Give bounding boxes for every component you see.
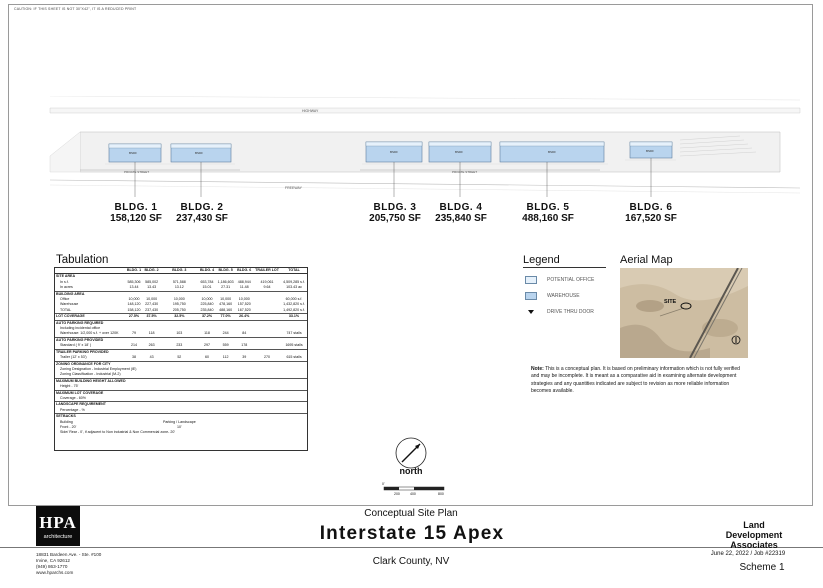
tabulation-cell: 167,520 [237,307,251,312]
tabulation-cell: 244 [222,331,229,336]
tabulation-header-cell: BLDG. 2 [144,268,159,272]
street-label-2: PRIVATE STREET [452,170,478,174]
tabulation-cell: AUTO PARKING REQUIRED [55,320,307,326]
tabulation-cell: 27.31 [221,285,231,290]
tabulation-cell: 653,784 [200,279,214,284]
scale-tick-3: 800 [438,492,444,496]
tabulation-cell: 38 [131,355,136,360]
highway-label: HIGHWAY [302,109,319,113]
tabulation-cell: 1,432,820 s.f. [283,302,305,307]
tabulation-cell: 26.4% [235,314,253,320]
building-1-tag: BSDF [129,151,138,155]
client-line-1: Land [743,520,765,530]
tabulation-cell: 10,000 [173,297,185,302]
tabulation-box [54,267,308,451]
aerial-map-title: Aerial Map [620,254,673,266]
tabulation-cell: 52 [177,355,182,360]
tabulation-cell: 77.0% [216,314,236,320]
tabulation-header-cell: BLDG. 3 [160,268,198,274]
tabulation-cell: 205,750 [172,307,186,312]
tabulation-cell: 103.43 ac [286,285,302,290]
tabulation-cell: 214 [130,343,137,348]
bldg-6-name: BLDG. 6 [629,202,673,213]
bldg-2-label [157,202,247,224]
tabulation-cell: ZONING ORDINANCE FOR CITY [55,361,307,367]
logo-subtext: architecture [43,534,73,540]
tabulation-header-cell: TRAILER LOT [253,268,281,274]
drive-thru-door-icon [525,308,537,316]
tabulation-cell: Standard ( 9' x 18' ) [60,343,92,348]
bldg-1-name: BLDG. 1 [114,202,158,213]
note-text: This is a conceptual plan. It is based on preliminary information which is not fully verified and may be incomplete. It is meant as a comparative aid in examining alternate development strategies and any quantities indicated are subject to revision as more reliable information becomes available. [531,366,740,395]
legend-item-office [525,276,594,284]
tabulation-cell: LOT COVERAGE [55,314,125,320]
tabulation-cell: BUILDING AREA [55,291,307,297]
building-2-tag: BSDF [195,151,204,155]
tabulation-cell: 27.5% [125,314,143,320]
tabulation-cell: 419,061 [260,279,274,284]
legend-office-label: POTENTIAL OFFICE [547,277,595,283]
tabulation-header-cell: BLDG. 1 [126,268,142,272]
tabulation-cell: AUTO PARKING PROVIDED [55,337,307,343]
tabulation-cell: TOTAL [60,307,72,312]
legend-item-warehouse [525,292,580,300]
tabulation-cell: LANDSCAPE REQUIREMENT [55,402,307,408]
client-name [722,520,786,550]
tabulation-cell: 10,000 [201,297,213,302]
tabulation-cell: Coverage - 60% [60,395,86,400]
tabulation-cell: 13.44 [129,285,139,290]
tabulation-cell: 1,186,603 [217,279,234,284]
bldg-6-label [606,202,696,224]
tabulation-cell: 178 [241,343,248,348]
tabulation-cell: 39 [242,355,247,360]
tabulation-cell: 13.12 [174,285,184,290]
tabulation-cell: Including incidental office [60,326,101,331]
tabulation-cell: 585,306 [127,279,141,284]
tabulation-row [55,430,307,435]
address-line-3: (949) 863-1770 [36,564,68,569]
bldg-5-area: 488,160 SF [522,213,574,224]
building-5-tag: BSDF [548,150,557,154]
bldg-1-area: 158,120 SF [110,213,162,224]
tabulation-cell: Office [60,297,70,302]
tabulation-header-cell: BLDG. 6 [237,268,252,272]
legend-warehouse-label: WAREHOUSE [547,293,580,299]
tabulation-cell: 747 stalls [286,331,302,336]
warehouse-swatch [525,292,537,300]
tabulation-cell: 37.5% [143,314,161,320]
tabulation-cell: Zoning Designation - Industrial Employment (IE) [60,366,137,371]
bldg-4-name: BLDG. 4 [439,202,483,213]
tabulation-cell: 60 [205,355,210,360]
north-label: north [399,466,423,476]
tabulation-cell: 478,160 [219,302,233,307]
tabulation-header-cell: BLDG. 5 [216,268,236,274]
tabulation-cell: 118 [148,331,155,336]
scale-bar [380,483,450,497]
tabulation-cell: 233 [176,343,183,348]
tabulation-cell: 237,430 [145,307,159,312]
tabulation-cell: In s.f. [60,279,69,284]
tabulation-cell: 559 [222,343,229,348]
tabulation-cell: 1695 stalls [285,343,303,348]
tabulation-cell: 297 [204,343,211,348]
street-label-1: PRIVATE STREET [124,170,150,174]
tabulation-cell: 33.1% [281,314,307,320]
aerial-site-label: SITE [664,299,677,305]
tabulation-cell: 235,840 [200,307,214,312]
tabulation-cell: 84 [242,331,247,336]
bldg-3-area: 205,750 SF [369,213,421,224]
tabulation-cell: 195,750 [172,302,186,307]
hpa-logo [36,506,80,546]
legend-divider [523,267,606,268]
tabulation-cell: 225,840 [200,302,214,307]
tabulation-cell: 9.64 [263,285,271,290]
scale-tick-0: 0' [382,482,385,486]
bldg-3-name: BLDG. 3 [373,202,417,213]
tabulation-cell: 79 [131,331,136,336]
bldg-2-area: 237,430 SF [176,213,228,224]
caution-note: CAUTION: IF THIS SHEET IS NOT 30"X42", IT IS A REDUCED PRINT [14,7,137,11]
tabulation-cell: 158,120 [127,307,141,312]
bldg-5-label [503,202,593,224]
tabulation-cell: 10,000 [146,297,158,302]
bldg-5-name: BLDG. 5 [526,202,570,213]
tabulation-cell: MAXIMUM LOT COVERAGE [55,390,307,396]
tabulation-cell: 13.43 [147,285,157,290]
tabulation-cell: Zoning Classification - Industrial (M-2) [60,372,121,377]
tabulation-header-cell: TOTAL [281,268,307,274]
tabulation-cell: 585,002 [145,279,159,284]
scale-tick-2: 400 [410,492,416,496]
legend-item-drive-thru [525,308,594,316]
office-swatch [525,276,537,284]
tabulation-cell: 10,000 [220,297,232,302]
building-5 [500,142,604,162]
tabulation-cell: 11.48 [239,285,249,290]
tabulation-cell: 10,000 [128,297,140,302]
tabulation-cell: Warehouse [60,302,79,307]
tabulation-cell: Warehouse: 1/2,000 s.f. + over 120K [60,331,119,336]
bldg-2-name: BLDG. 2 [180,202,224,213]
tabulation-cell: 10' [176,424,182,429]
tabulation-cell: 488,160 [219,307,233,312]
aerial-terrain [620,268,748,358]
address-line-4: www.hparchs.com [36,570,74,575]
tabulation-header-cell: BLDG. 4 [199,268,215,272]
tabulation-cell: 571,588 [172,279,186,284]
building-6-tag: BSDF [646,149,655,153]
legend-title: Legend [523,254,560,266]
title-block-rule [0,547,823,548]
tabulation-table [55,268,307,436]
scheme-label: Scheme 1 [739,562,785,573]
tabulation-cell: Percentage - % [60,407,85,412]
bldg-6-area: 167,520 SF [625,213,677,224]
building-2 [171,144,231,162]
project-location: Clark County, NV [372,556,450,567]
tabulation-cell: 270 [264,355,271,360]
tabulation-cell: TRAILER PARKING PROVIDED [55,349,307,355]
scale-tick-1: 200 [394,492,400,496]
site-plan [40,96,820,206]
tabulation-cell: 118 [204,331,210,336]
tabulation-cell: Side/ Rear - 0', if adjacent to Non industrial & Non Commercial zone- 20' [60,430,176,435]
address-line-1: 18831 Bardeen Ave. - Ste. #100 [36,552,102,557]
tabulation-cell: SETBACKS [55,414,307,420]
legend-drive-thru-label: DRIVE THRU DOOR [547,309,594,315]
client-line-3: Associates [730,540,778,550]
building-3 [366,142,422,162]
logo-text: HPA [39,513,77,532]
tabulation-cell: 157,520 [237,302,251,307]
tabulation-cell: Parking / Landscape [162,419,196,424]
tabulation-cell: 4,509,285 s.f. [283,279,305,284]
tabulation-cell: 37.2% [198,314,216,320]
tabulation-cell: 1,492,820 s.f. [283,307,305,312]
building-6 [630,142,672,158]
project-title: Interstate 15 Apex [319,523,505,544]
tabulation-cell: 488,944 [237,279,251,284]
tabulation-cell: 615 stalls [286,355,302,360]
tabulation-cell: Trailer (12' x 53') [60,355,87,360]
tabulation-cell: 15.01 [202,285,212,290]
tabulation-cell: MAXIMUM BUILDING HEIGHT ALLOWED [55,378,307,384]
bldg-4-area: 235,840 SF [435,213,487,224]
tabulation-cell: 103 [176,331,183,336]
tabulation-cell: Front - 20' [60,424,77,429]
tabulation-title: Tabulation [56,254,109,266]
building-3-tag: BSDF [390,150,399,154]
freeway-label: FREEWAY [285,186,302,190]
address-line-2: Irvine, CA 92612 [36,558,70,563]
tabulation-cell: 227,430 [145,302,159,307]
note-label: Note: [531,366,544,372]
tabulation-cell: In acres [60,285,73,290]
tabulation-cell: 263 [148,343,155,348]
client-line-2: Development [725,530,783,540]
sheet-subtitle: Conceptual Site Plan [364,508,458,519]
aerial-map [620,268,748,358]
tabulation-cell: 148,120 [127,302,141,307]
tabulation-cell: SITE AREA [55,274,307,280]
tabulation-cell: 32.5% [160,314,198,320]
disclaimer-note [531,366,741,396]
tabulation-cell: 10,000 [238,297,250,302]
building-4-tag: BSDF [455,150,464,154]
building-4 [429,142,491,162]
tabulation-cell: 60,000 s.f. [285,297,303,302]
tabulation-cell: 43 [149,355,154,360]
tabulation-cell: 112 [222,355,229,360]
date-job-number: June 22, 2022 / Job #22319 [710,551,786,557]
tabulation-cell: Height - 75' [60,384,79,389]
tabulation-cell: Building [60,419,73,424]
firm-address [36,552,101,576]
bldg-4-label [416,202,506,224]
building-1 [109,144,161,162]
north-arrow [392,436,430,478]
